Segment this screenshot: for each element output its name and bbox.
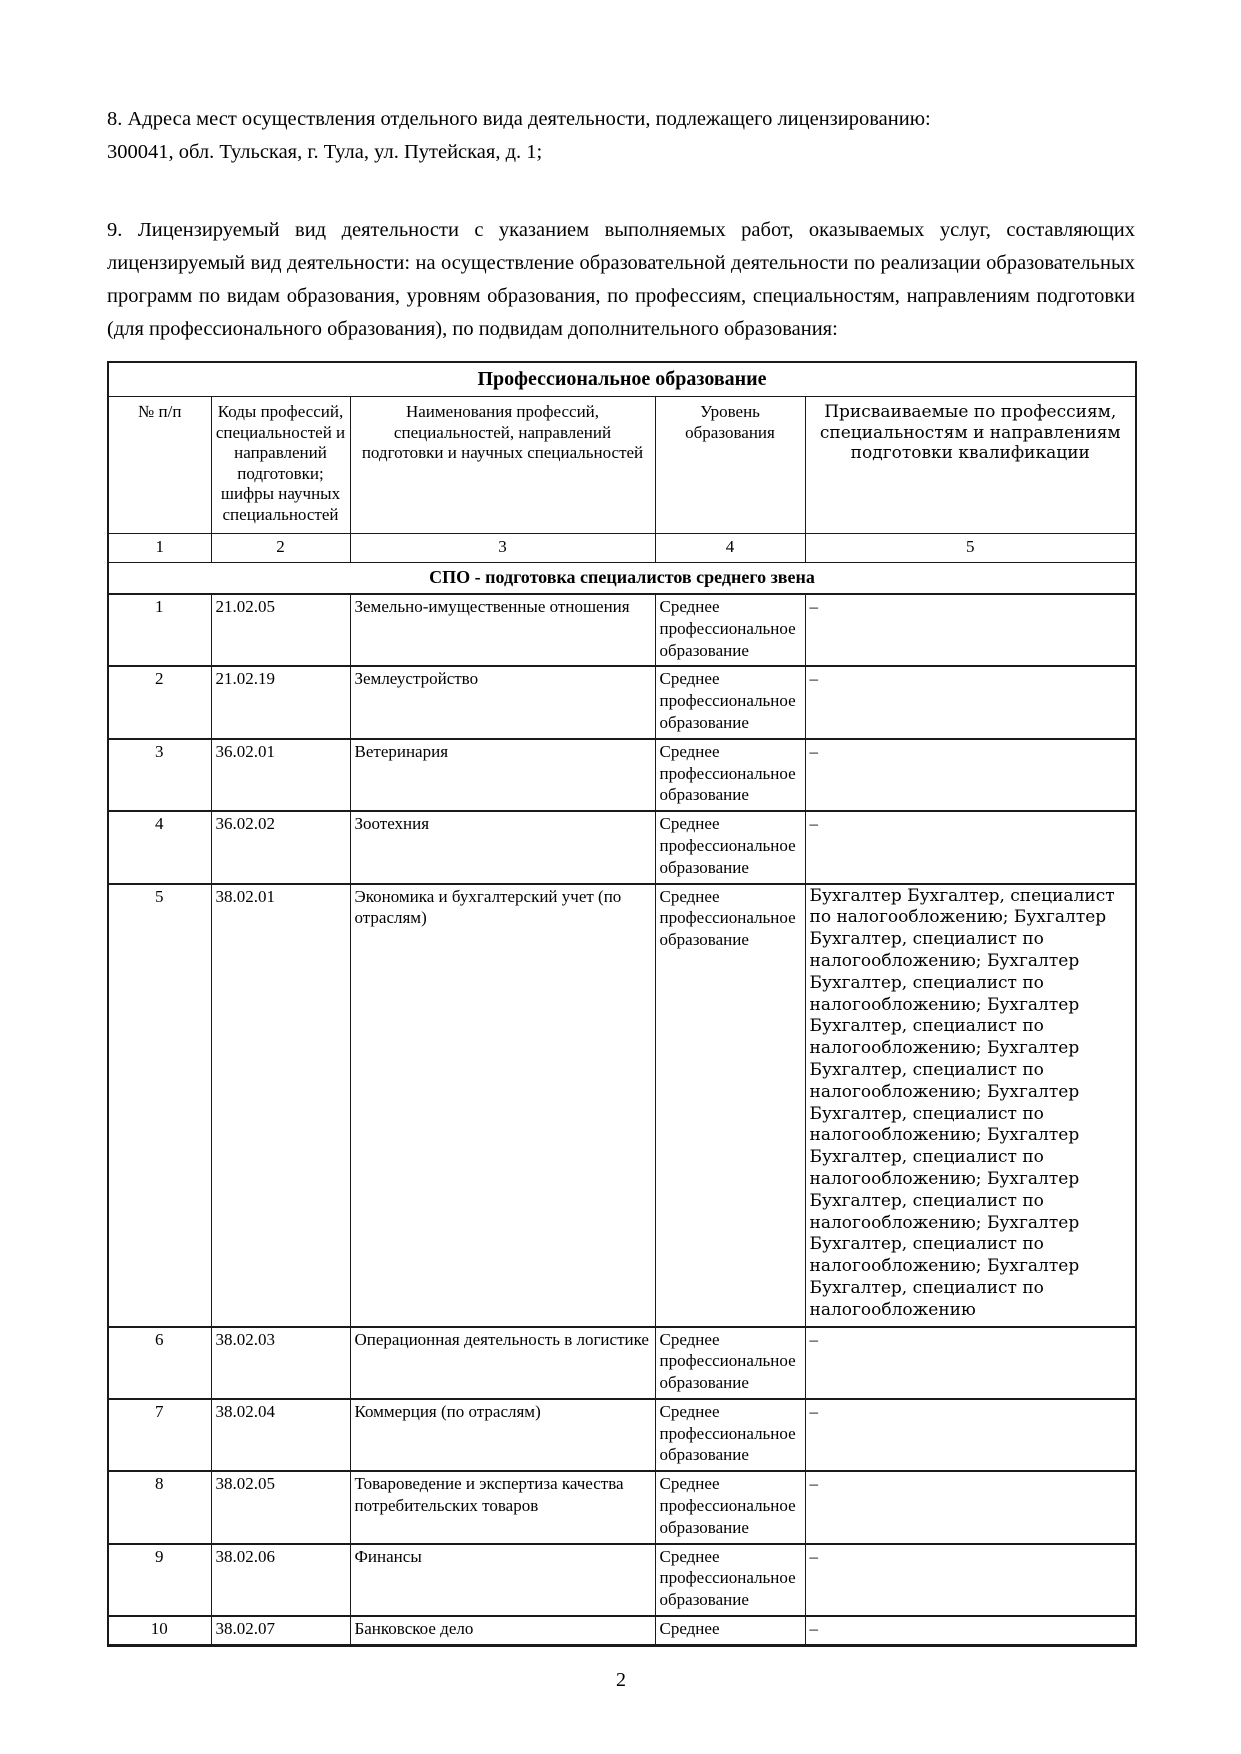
cell-name: Товароведение и экспертиза качества потребительских товаров xyxy=(350,1471,655,1543)
page-number: 2 xyxy=(616,1668,626,1691)
cell-num: 7 xyxy=(108,1399,211,1471)
table-title: Профессиональное образование xyxy=(108,362,1136,397)
table-row xyxy=(108,1544,1136,1616)
cell-code: 38.02.05 xyxy=(211,1471,350,1543)
table-header-row xyxy=(108,397,1136,534)
table-row xyxy=(108,1327,1136,1399)
cell-code: 38.02.04 xyxy=(211,1399,350,1471)
cell-qualification: Бухгалтер Бухгалтер, специалист по налогообложению; Бухгалтер Бухгалтер, специалист по налогообложению; Бухгалтер Бухгалтер, специалист по налогообложению; Бухгалтер Бухгалтер, специалист по налогообложению; Бухгалтер Бухгалтер, специалист по налогообложению; Бухгалтер Бухгалтер, специалист по налогообложению; Бухгалтер Бухгалтер, специалист по налогообложению; Бухгалтер Бухгалтер, специалист по налогообложению; Бухгалтер Бухгалтер, специалист по налогообложению; Бухгалтер Бухгалтер, специалист по налогообложению xyxy=(805,884,1136,1327)
cell-code: 36.02.01 xyxy=(211,739,350,811)
cell-level: Среднее профессиональное образование xyxy=(655,594,805,666)
column-number: 4 xyxy=(655,534,805,563)
table-row xyxy=(108,739,1136,811)
document-page xyxy=(107,0,1135,1692)
paragraph-8 xyxy=(107,103,1135,169)
column-header-names: Наименования профессий, специальностей, направлений подготовки и научных специальностей xyxy=(350,397,655,534)
column-numbers-row xyxy=(108,534,1136,563)
section-row-spo xyxy=(108,563,1136,595)
cell-num: 3 xyxy=(108,739,211,811)
cell-name: Зоотехния xyxy=(350,811,655,883)
section-title: СПО - подготовка специалистов среднего звена xyxy=(108,563,1136,595)
column-number: 3 xyxy=(350,534,655,563)
cell-name: Коммерция (по отраслям) xyxy=(350,1399,655,1471)
table-body xyxy=(108,594,1136,1645)
table-title-row xyxy=(108,362,1136,397)
cell-level: Среднее профессиональное образование xyxy=(655,811,805,883)
cell-num: 4 xyxy=(108,811,211,883)
column-number: 5 xyxy=(805,534,1136,563)
cell-name: Банковское дело xyxy=(350,1616,655,1645)
table-row xyxy=(108,811,1136,883)
cell-code: 38.02.07 xyxy=(211,1616,350,1645)
cell-code: 21.02.05 xyxy=(211,594,350,666)
cell-name: Землеустройство xyxy=(350,666,655,738)
cell-code: 21.02.19 xyxy=(211,666,350,738)
column-header-num: № п/п xyxy=(108,397,211,534)
cell-level: Среднее профессиональное образование xyxy=(655,1471,805,1543)
table-row xyxy=(108,1471,1136,1543)
cell-level: Среднее профессиональное образование xyxy=(655,739,805,811)
table-row xyxy=(108,1616,1136,1645)
cell-qualification: – xyxy=(805,1399,1136,1471)
cell-qualification: – xyxy=(805,811,1136,883)
cell-level: Среднее профессиональное образование xyxy=(655,666,805,738)
cell-code: 36.02.02 xyxy=(211,811,350,883)
cell-num: 6 xyxy=(108,1327,211,1399)
column-number: 2 xyxy=(211,534,350,563)
cell-level: Среднее профессиональное образование xyxy=(655,1327,805,1399)
cell-qualification: – xyxy=(805,739,1136,811)
cell-qualification: – xyxy=(805,1544,1136,1616)
cell-num: 10 xyxy=(108,1616,211,1645)
cell-code: 38.02.03 xyxy=(211,1327,350,1399)
cell-qualification: – xyxy=(805,594,1136,666)
paragraph-8-line1: 8. Адреса мест осуществления отдельного вида деятельности, подлежащего лицензированию: xyxy=(107,108,931,130)
table-row xyxy=(108,884,1136,1327)
cell-num: 5 xyxy=(108,884,211,1327)
cell-qualification: – xyxy=(805,1327,1136,1399)
table-row xyxy=(108,594,1136,666)
column-number: 1 xyxy=(108,534,211,563)
cell-code: 38.02.06 xyxy=(211,1544,350,1616)
cell-num: 2 xyxy=(108,666,211,738)
cell-level: Среднее профессиональное образование xyxy=(655,884,805,1327)
column-header-codes: Коды профессий, специальностей и направлений подготовки; шифры научных специальностей xyxy=(211,397,350,534)
column-header-level: Уровень образования xyxy=(655,397,805,534)
cell-name: Экономика и бухгалтерский учет (по отраслям) xyxy=(350,884,655,1327)
cell-name: Ветеринария xyxy=(350,739,655,811)
professional-education-table xyxy=(107,361,1137,1647)
cell-num: 8 xyxy=(108,1471,211,1543)
cell-qualification: – xyxy=(805,1616,1136,1645)
cell-level: Среднее профессиональное образование xyxy=(655,1544,805,1616)
column-header-qualification: Присваиваемые по профессиям, специальностям и направлениям подготовки квалификации xyxy=(805,397,1136,534)
table-row xyxy=(108,1399,1136,1471)
cell-qualification: – xyxy=(805,666,1136,738)
cell-name: Операционная деятельность в логистике xyxy=(350,1327,655,1399)
cell-code: 38.02.01 xyxy=(211,884,350,1327)
table-row xyxy=(108,666,1136,738)
cell-name: Земельно-имущественные отношения xyxy=(350,594,655,666)
paragraph-8-line2: 300041, обл. Тульская, г. Тула, ул. Путейская, д. 1; xyxy=(107,141,543,163)
cell-level: Среднее xyxy=(655,1616,805,1645)
paragraph-9: 9. Лицензируемый вид деятельности с указанием выполняемых работ, оказываемых услуг, составляющих лицензируемый вид деятельности: на осуществление образовательной деятельности по реализации образовательных программ по видам образования, уровням образования, по профессиям, специальностям, направлениям подготовки (для профессионального образования), по подвидам дополнительного образования: xyxy=(107,219,1135,340)
cell-qualification: – xyxy=(805,1471,1136,1543)
cell-level: Среднее профессиональное образование xyxy=(655,1399,805,1471)
cell-num: 1 xyxy=(108,594,211,666)
cell-name: Финансы xyxy=(350,1544,655,1616)
cell-num: 9 xyxy=(108,1544,211,1616)
